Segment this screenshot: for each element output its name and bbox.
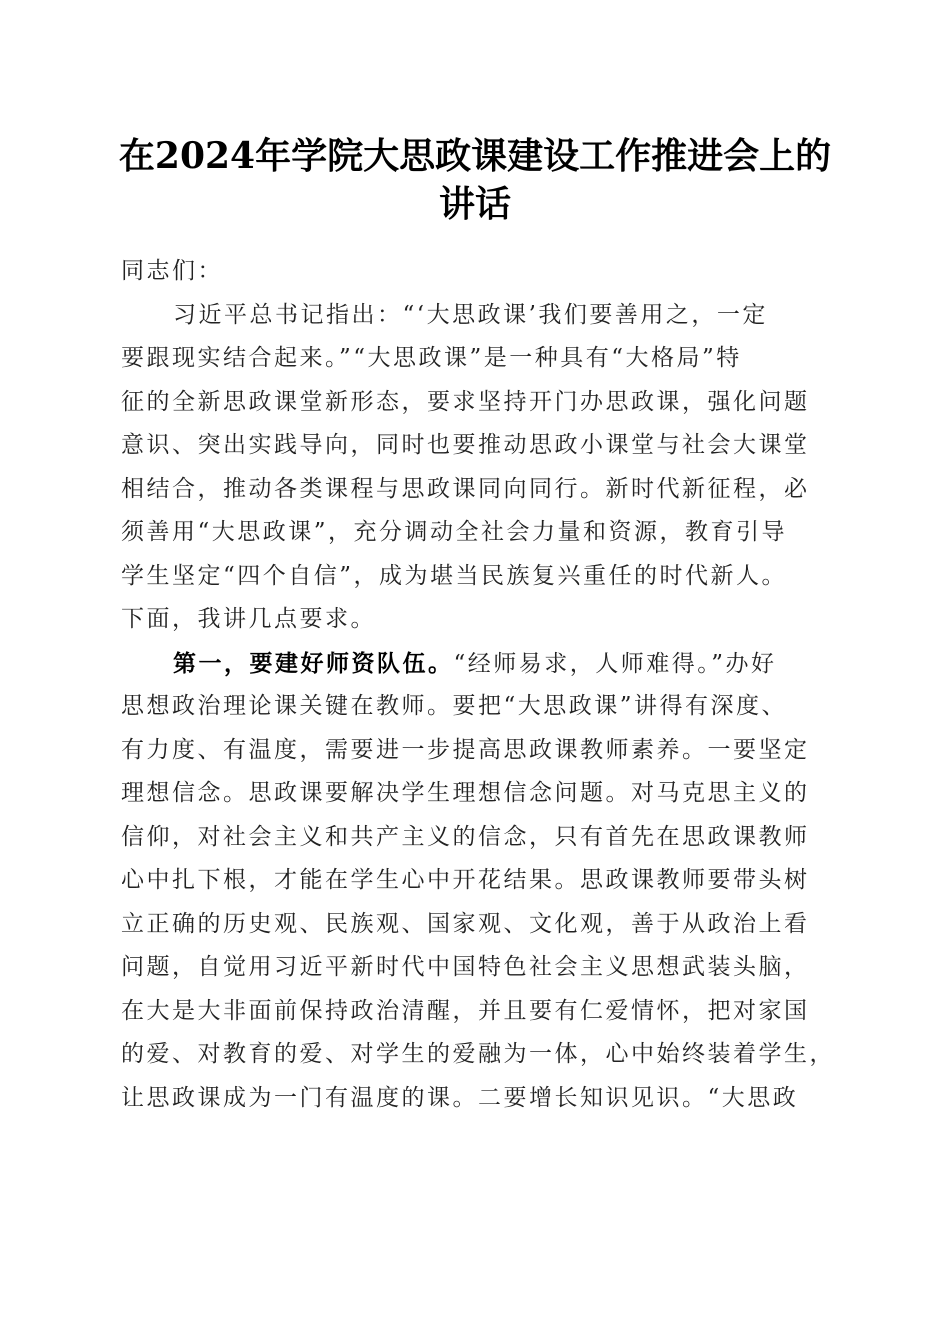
paragraph-1-line: 习近平总书记指出：“‘大思政课’我们要善用之，一定 (173, 301, 768, 328)
title-line-2: 讲话 (438, 183, 511, 225)
section-heading: 第一，要建好师资队伍。 (173, 649, 454, 677)
paragraph-1-line: 须善用“大思政课”，充分调动全社会力量和资源，教育引导 (121, 519, 788, 545)
paragraph-1-line: 学生坚定“四个自信”，成为堪当民族复兴重任的时代新人。 (121, 562, 788, 589)
salutation: 同志们： (121, 258, 223, 284)
paragraph-1-line: 意识、突出实践导向，同时也要推动思政小课堂与社会大课堂 (121, 432, 810, 458)
paragraph-1-line: 相结合，推动各类课程与思政课同向同行。新时代新征程，必 (121, 475, 810, 502)
paragraph-2-line: 有力度、有温度，需要进一步提高思政课教师素养。一要坚定 (121, 736, 810, 763)
paragraph-2-line: 让思政课成为一门有温度的课。二要增长知识见识。“大思政 (121, 1084, 799, 1111)
paragraph-2-line: 心中扎下根，才能在学生心中开花结果。思政课教师要带头树 (121, 867, 810, 893)
document-body (121, 250, 833, 1120)
paragraph-2-line: 信仰，对社会主义和共产主义的信念，只有首先在思政课教师 (121, 823, 810, 850)
title-line-1: 在2024年学院大思政课建设工作推进会上的 (118, 135, 832, 177)
paragraph-2-line: 思想政治理论课关键在教师。要把“大思政课”讲得有深度、 (121, 693, 788, 719)
document-title (110, 132, 840, 228)
paragraph-2-first-line-rest: “经师易求，人师难得。”办好 (453, 650, 777, 677)
paragraph-2-first-line (121, 642, 833, 686)
paragraph-2-line: 立正确的历史观、民族观、国家观、文化观，善于从政治上看 (121, 910, 810, 937)
paragraph-1-line: 要跟现实结合起来。”“大思政课”是一种具有“大格局”特 (121, 345, 742, 371)
paragraph-1-line: 征的全新思政课堂新形态，要求坚持开门办思政课，强化问题 (121, 388, 810, 415)
paragraph-2-line: 在大是大非面前保持政治清醒，并且要有仁爱情怀，把对家国 (121, 997, 810, 1024)
paragraph-1-line: 下面，我讲几点要求。 (121, 606, 376, 632)
paragraph-2-line: 理想信念。思政课要解决学生理想信念问题。对马克思主义的 (121, 780, 810, 806)
paragraph-2-line: 的爱、对教育的爱、对学生的爱融为一体，心中始终装着学生， (121, 1041, 835, 1067)
paragraph-2-line: 问题，自觉用习近平新时代中国特色社会主义思想武装头脑， (121, 954, 810, 980)
